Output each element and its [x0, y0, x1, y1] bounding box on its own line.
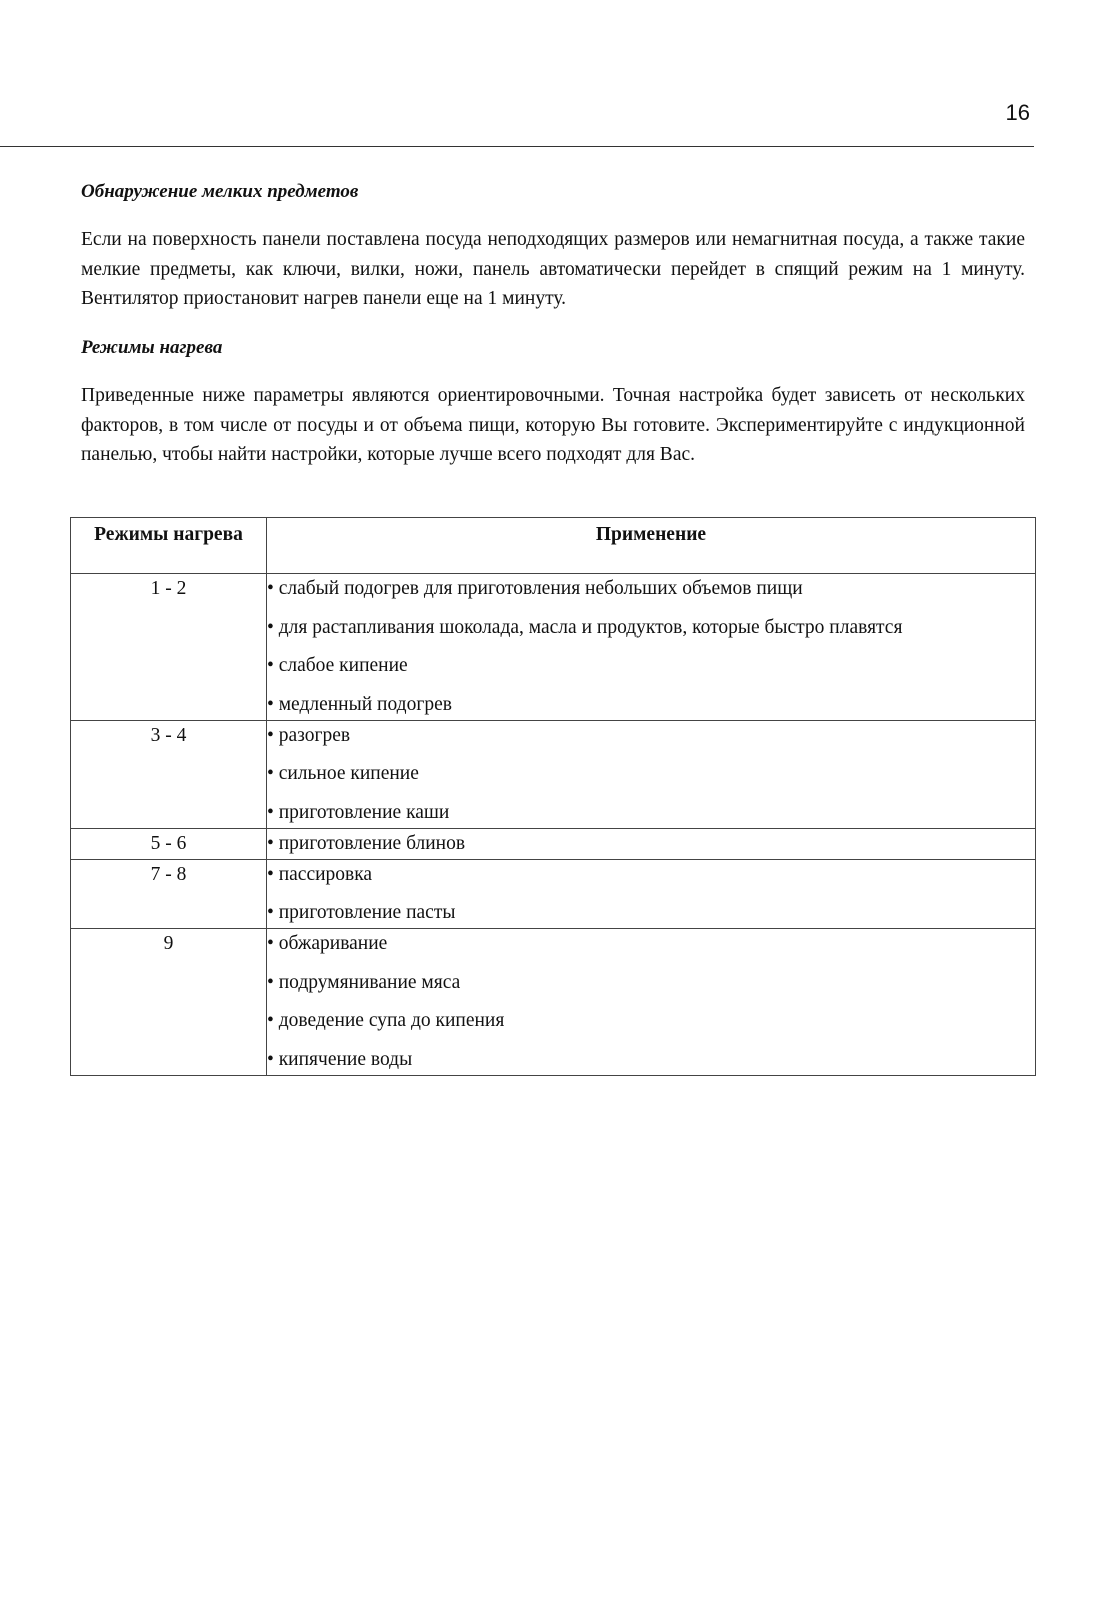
application-cell [267, 720, 1036, 828]
page-number: 16 [1005, 100, 1030, 125]
table-row [71, 720, 1036, 828]
list-item: • слабый подогрев для приготовления небольших объемов пищи [267, 578, 803, 599]
application-cell [267, 859, 1036, 929]
mode-cell: 1 - 2 [71, 574, 267, 721]
mode-cell: 3 - 4 [71, 720, 267, 828]
table-header-row [71, 518, 1036, 574]
list-item: • приготовление блинов [267, 832, 466, 854]
header-heating-modes: Режимы нагрева [71, 518, 267, 574]
table-row [71, 828, 1036, 859]
mode-cell: 5 - 6 [71, 828, 267, 859]
list-item: • слабое кипение [267, 655, 408, 676]
application-cell [267, 574, 1036, 721]
mode-cell: 9 [71, 929, 267, 1076]
paragraph-heating-modes: Приведенные ниже параметры являются ориентировочными. Точная настройка будет зависеть от нескольких факторов, в том числе от посуды и от объема пищи, которую Вы готовите. Экспериментируйте с индукционной панелью, чтобы найти настройки, которые лучше всего подходят для Вас. [81, 385, 1025, 465]
paragraph-small-objects: Если на поверхность панели поставлена посуда неподходящих размеров или немагнитная посуда, а также такие мелкие предметы, как ключи, вилки, ножи, панель автоматически перейдет в спящий режим на 1 минуту. Вентилятор приостановит нагрев панели еще на 1 минуту. [81, 229, 1025, 309]
list-item: • доведение супа до кипения [267, 1010, 505, 1031]
application-cell [267, 929, 1036, 1076]
list-item: • приготовление пасты [267, 902, 456, 923]
section-title-heating-modes: Режимы нагрева [81, 337, 223, 358]
header-application: Применение [267, 518, 1036, 574]
list-item: • медленный подогрев [267, 693, 452, 715]
list-item: • сильное кипение [267, 763, 419, 784]
list-item: • для растапливания шоколада, масла и продуктов, которые быстро плавятся [267, 616, 903, 638]
list-item: • обжаривание [267, 933, 388, 954]
table-row [71, 859, 1036, 929]
list-item: • пассировка [267, 863, 373, 885]
application-cell [267, 828, 1036, 859]
mode-cell: 7 - 8 [71, 859, 267, 929]
list-item: • разогрев [267, 724, 351, 746]
table-row [71, 574, 1036, 721]
list-item: • приготовление каши [267, 801, 450, 823]
header-divider [0, 146, 1034, 147]
list-item: • подрумянивание мяса [267, 971, 461, 993]
table-row [71, 929, 1036, 1076]
list-item: • кипячение воды [267, 1048, 413, 1070]
heating-modes-table [70, 517, 1036, 1076]
section-title-small-objects: Обнаружение мелких предметов [81, 181, 359, 202]
